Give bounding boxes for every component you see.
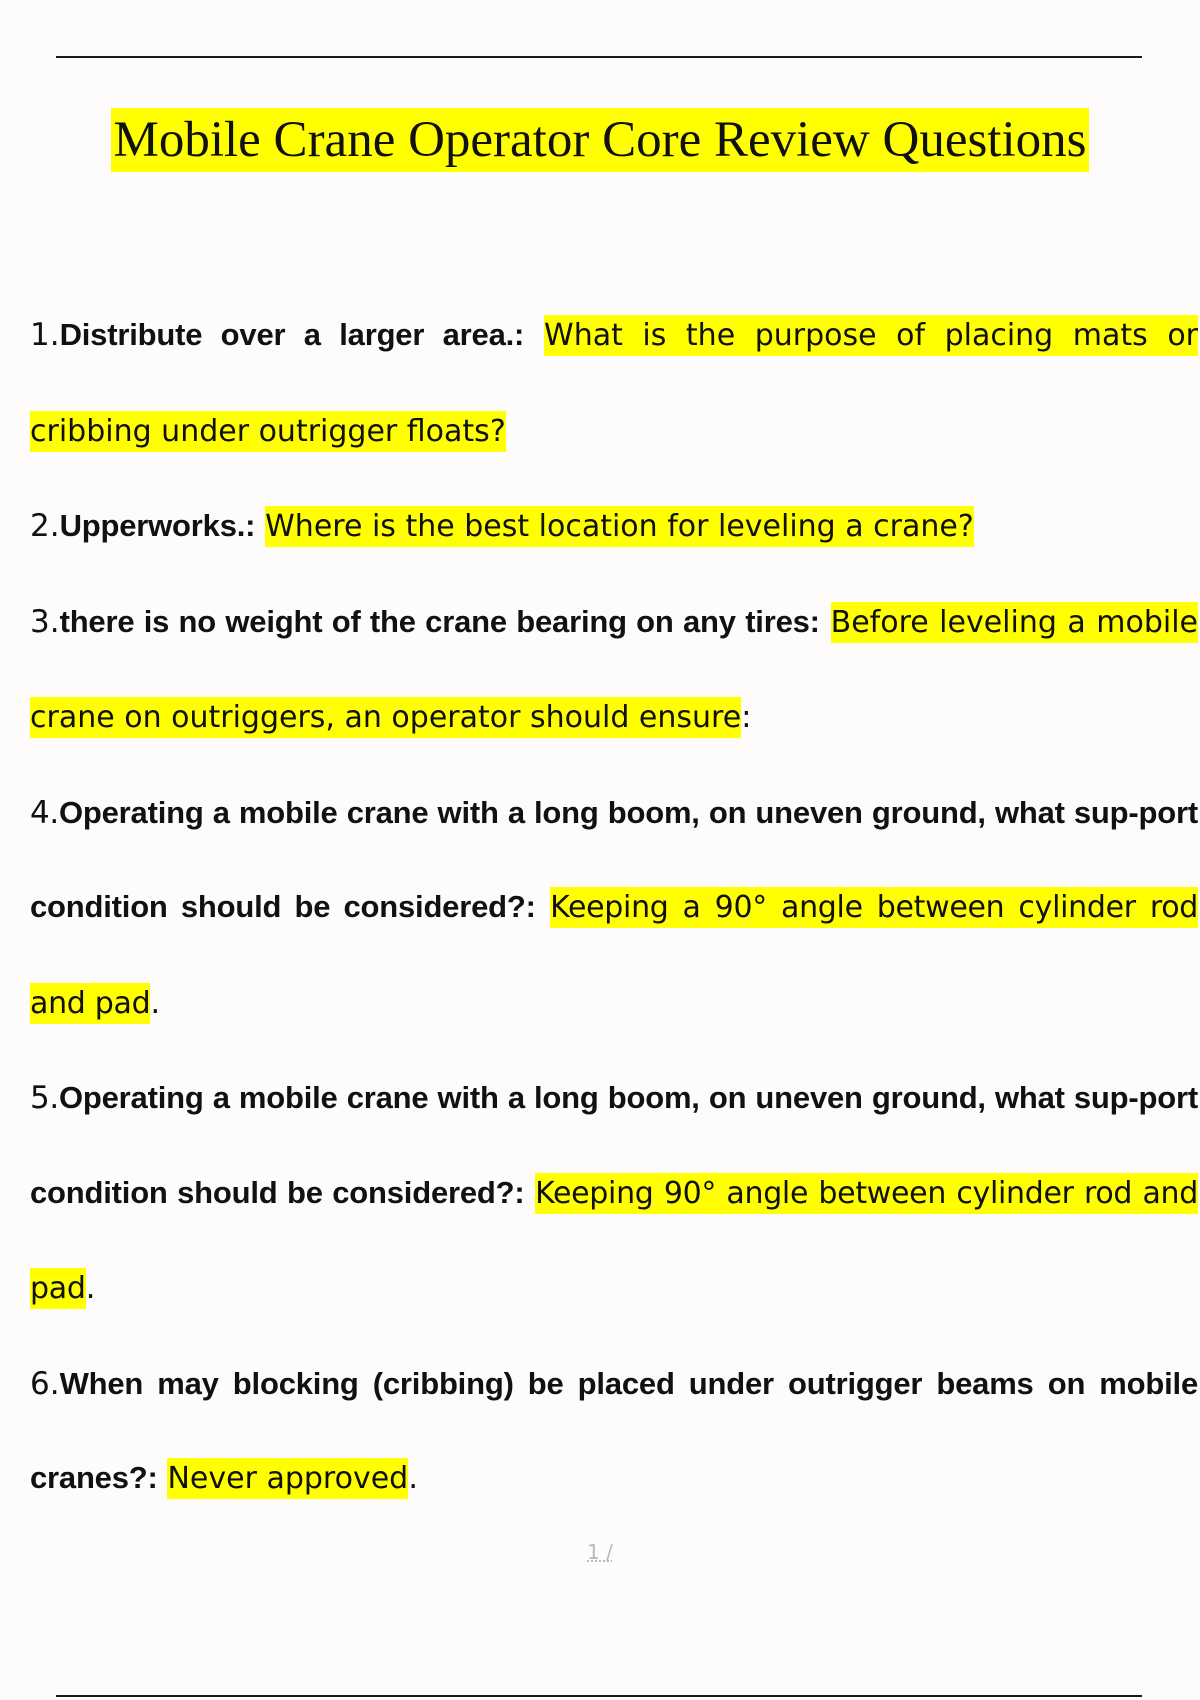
question-answer: Distribute over a larger area.: <box>59 317 525 352</box>
question-text: Never approved <box>167 1458 408 1499</box>
question-item-4 <box>30 766 1198 1052</box>
question-trailing: . <box>408 1460 419 1496</box>
question-text: Before leveling a mobile crane on outriggers, an operator should ensure <box>30 602 1198 739</box>
question-answer: When may blocking (cribbing) be placed under outrigger beams on mobile cranes?: <box>30 1365 1198 1495</box>
title-block <box>0 108 1200 172</box>
question-item-2 <box>30 479 1198 575</box>
question-list <box>30 288 1198 1527</box>
question-answer: there is no weight of the crane bearing on any tires: <box>59 603 820 639</box>
question-number: 2. <box>30 508 60 544</box>
question-text: Where is the best location for leveling a crane? <box>265 506 974 547</box>
question-item-6 <box>30 1337 1198 1527</box>
question-trailing: . <box>85 1270 96 1306</box>
question-answer: Upperworks.: <box>59 508 256 543</box>
question-trailing: . <box>150 984 160 1021</box>
question-number: 4. <box>30 794 59 831</box>
document-title: Mobile Crane Operator Core Review Questions <box>111 108 1088 172</box>
question-item-1 <box>30 288 1198 479</box>
top-rule <box>56 56 1142 58</box>
page-number: 1 / <box>587 1540 613 1564</box>
bottom-rule <box>56 1695 1142 1697</box>
question-number: 6. <box>30 1365 60 1402</box>
question-text: Keeping a 90° angle between cylinder rod and pad <box>30 887 1198 1024</box>
question-trailing: : <box>741 699 752 735</box>
question-text: Keeping 90° angle between cylinder rod and pad <box>30 1173 1198 1310</box>
question-answer: Operating a mobile crane with a long boom, on uneven ground, what sup-port condition should be considered?: <box>30 794 1198 924</box>
question-text: What is the purpose of placing mats or cribbing under outrigger floats? <box>30 315 1198 452</box>
question-number: 1. <box>30 317 60 353</box>
question-item-3 <box>30 575 1198 766</box>
question-item-5 <box>30 1051 1198 1337</box>
question-answer: Operating a mobile crane with a long boom, on uneven ground, what sup-port condition should be considered?: <box>30 1080 1198 1210</box>
question-number: 5. <box>30 1080 59 1116</box>
question-number: 3. <box>30 603 60 640</box>
